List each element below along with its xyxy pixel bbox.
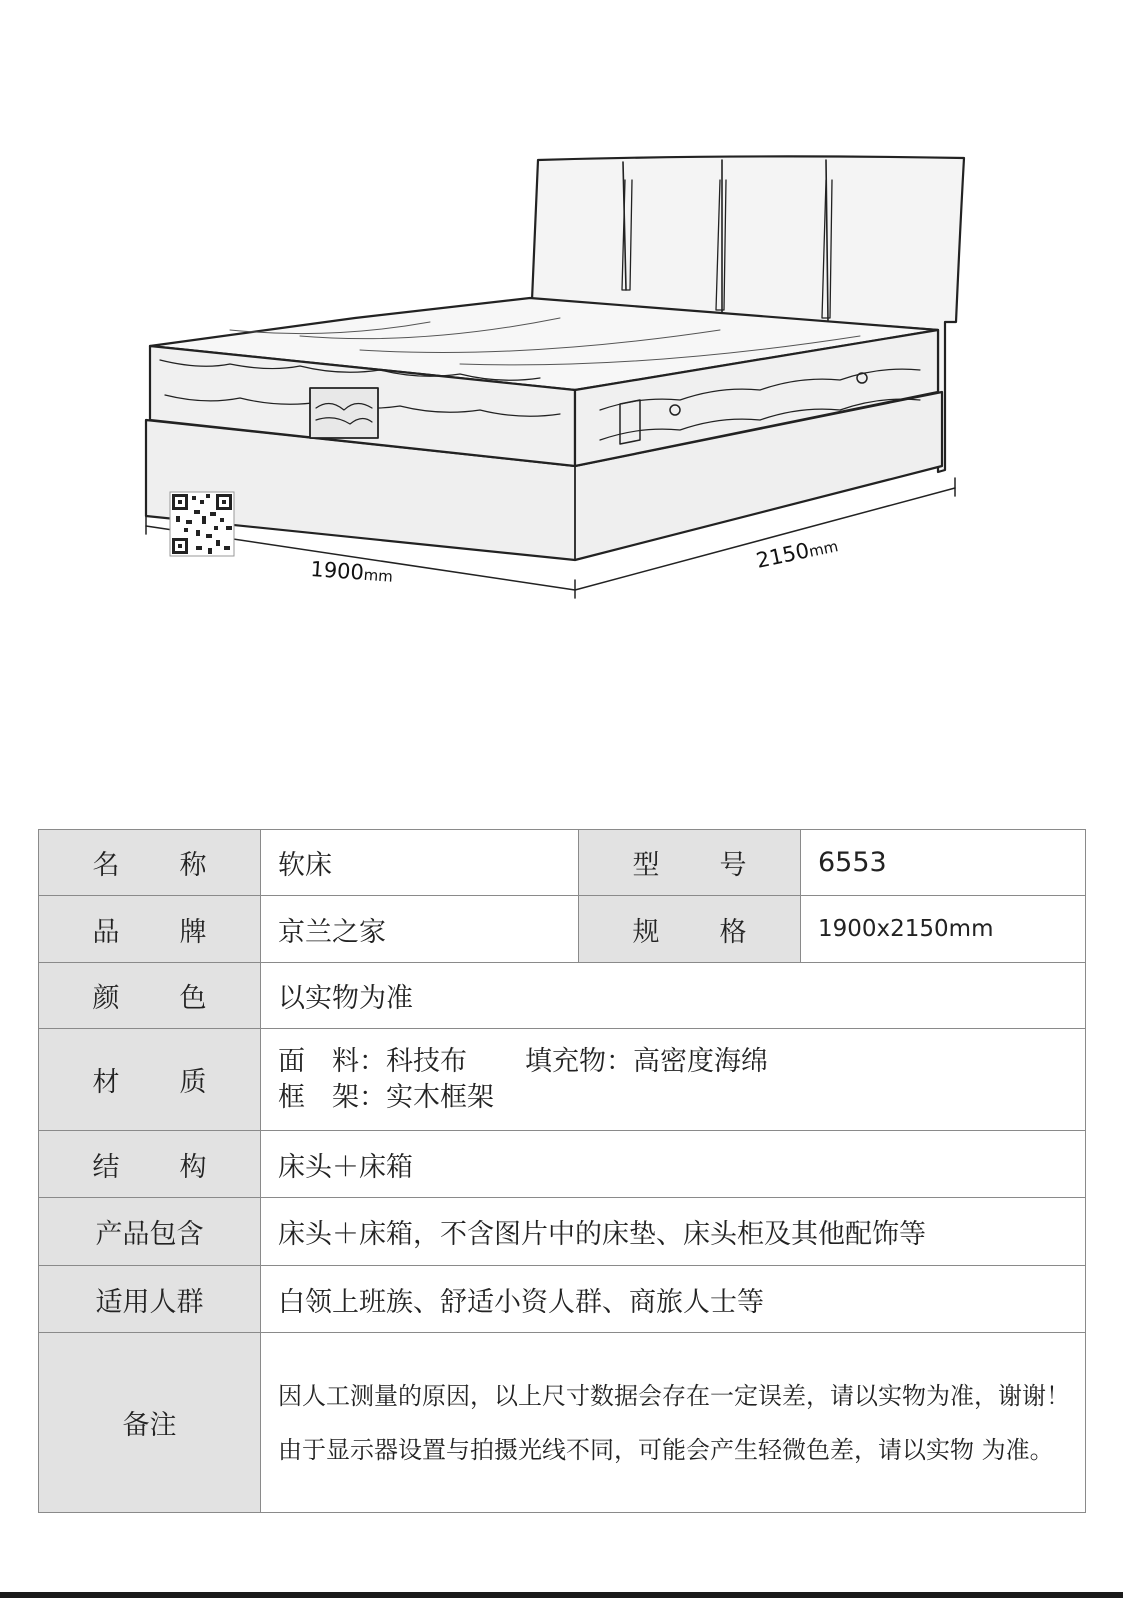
model-value: 6553 — [801, 830, 1086, 896]
fabric-value: 科技布 — [386, 1045, 467, 1077]
bed-illustration — [0, 0, 1123, 640]
frame-value: 实木框架 — [386, 1081, 494, 1113]
brand-value: 京兰之家 — [261, 896, 579, 963]
spec-row-color — [39, 963, 1086, 1029]
spec-row-audience — [39, 1266, 1086, 1333]
structure-label: 结 构 — [39, 1131, 261, 1198]
spec-row-material — [39, 1029, 1086, 1131]
audience-label: 适用人群 — [39, 1266, 261, 1333]
width-dimension-label: 1900mm — [309, 557, 394, 586]
length-dimension-label: 2150mm — [754, 537, 840, 573]
name-label: 名 称 — [39, 830, 261, 896]
remarks-line-1: 因人工测量的原因，以上尺寸数据会存在一定误差，请以实物为准，谢谢！ — [278, 1381, 1070, 1410]
material-label: 材 质 — [39, 1029, 261, 1131]
color-value: 以实物为准 — [261, 963, 1086, 1029]
remarks-label: 备注 — [39, 1333, 261, 1513]
spec-row-remarks — [39, 1333, 1086, 1513]
name-value: 软床 — [261, 830, 579, 896]
bottom-divider — [0, 1592, 1123, 1598]
remarks-line-2: 由于显示器设置与拍摄光线不同，可能会产生轻微色差，请以实物 为准。 — [278, 1435, 1054, 1464]
frame-label: 框 架： — [278, 1081, 386, 1113]
model-label: 型 号 — [579, 830, 801, 896]
spec-row-includes — [39, 1198, 1086, 1266]
size-value: 1900x2150mm — [801, 896, 1086, 963]
includes-label: 产品包含 — [39, 1198, 261, 1266]
spec-table — [38, 829, 1086, 1513]
fabric-label: 面 料： — [278, 1045, 386, 1077]
filling-label: 填充物： — [525, 1045, 633, 1077]
structure-value: 床头＋床箱 — [261, 1131, 1086, 1198]
spec-row-structure — [39, 1131, 1086, 1198]
spec-row-brand-size — [39, 896, 1086, 963]
brand-label: 品 牌 — [39, 896, 261, 963]
spec-row-name-model — [39, 830, 1086, 896]
qr-code-icon — [170, 492, 234, 556]
filling-value: 高密度海绵 — [633, 1045, 768, 1077]
size-label: 规 格 — [579, 896, 801, 963]
color-label: 颜 色 — [39, 963, 261, 1029]
audience-value: 白领上班族、舒适小资人群、商旅人士等 — [261, 1266, 1086, 1333]
material-value — [261, 1029, 1086, 1131]
remarks-value — [261, 1333, 1086, 1513]
includes-value: 床头＋床箱，不含图片中的床垫、床头柜及其他配饰等 — [261, 1198, 1086, 1266]
